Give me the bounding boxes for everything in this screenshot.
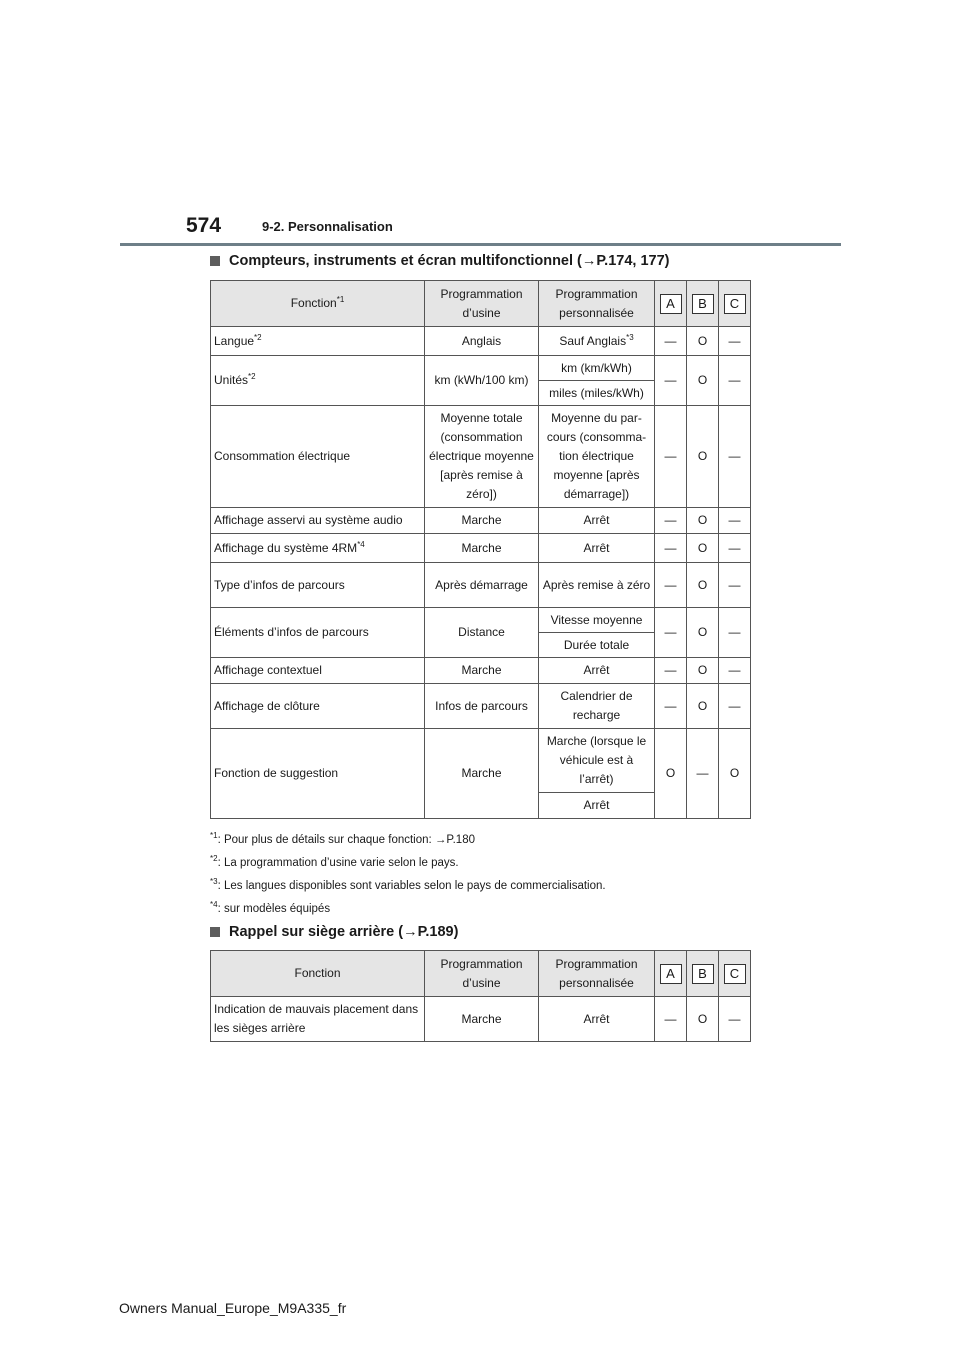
cell-fonction: Éléments d’infos de parcours bbox=[211, 608, 425, 658]
cell-usine: Moyenne totale (consommation électrique moyenne [après remise à zéro]) bbox=[425, 406, 539, 508]
cell-c: — bbox=[719, 608, 751, 658]
cell-a: — bbox=[655, 534, 687, 563]
cell-usine: Marche bbox=[425, 729, 539, 819]
cell-a: — bbox=[655, 508, 687, 534]
table-row bbox=[211, 534, 751, 563]
cell-b: O bbox=[687, 658, 719, 684]
page-number: 574 bbox=[186, 214, 222, 237]
header-perso: Programmation personnalisée bbox=[539, 951, 655, 997]
header-c: C bbox=[719, 281, 751, 327]
cell-perso: Après remise à zéro bbox=[539, 563, 655, 608]
table-row bbox=[211, 608, 751, 633]
settings-table-rappel bbox=[210, 950, 751, 1042]
footnote: $^{*4}$: sur modèles équipés bbox=[210, 900, 331, 915]
cell-c: — bbox=[719, 997, 751, 1042]
cell-perso: Marche (lorsque le véhicule est à l’arrêt) bbox=[539, 729, 655, 793]
footer-document-id: Owners Manual_Europe_M9A335_fr bbox=[119, 1300, 347, 1316]
cell-fonction: Affichage du système 4RM$^{*4}$ bbox=[211, 534, 425, 563]
cell-perso: Arrêt bbox=[539, 534, 655, 563]
header-rule bbox=[120, 243, 841, 246]
footnote: $^{*3}$: Les langues disponibles sont variables selon le pays de commercialisation. bbox=[210, 877, 606, 892]
cell-c: — bbox=[719, 356, 751, 406]
cell-b: O bbox=[687, 997, 719, 1042]
cell-perso: Moyenne du par-cours (consomma-tion électrique moyenne [après démarrage]) bbox=[539, 406, 655, 508]
cell-perso: Arrêt bbox=[539, 997, 655, 1042]
cell-usine: Marche bbox=[425, 534, 539, 563]
cell-a: — bbox=[655, 684, 687, 729]
footnote: $^{*2}$: La programmation d’usine varie selon le pays. bbox=[210, 854, 459, 869]
cell-c: O bbox=[719, 729, 751, 819]
cell-c: — bbox=[719, 508, 751, 534]
cell-a: — bbox=[655, 406, 687, 508]
cell-fonction: Affichage de clôture bbox=[211, 684, 425, 729]
footnotes bbox=[210, 829, 606, 921]
cell-b: O bbox=[687, 327, 719, 356]
header-fonction: Fonction$^{*1}$ bbox=[211, 281, 425, 327]
heading-text: Compteurs, instruments et écran multifonctionnel (→P.174, 177) bbox=[229, 253, 670, 269]
table-header-row bbox=[211, 951, 751, 997]
header-a: A bbox=[655, 951, 687, 997]
cell-b: O bbox=[687, 608, 719, 658]
cell-c: — bbox=[719, 684, 751, 729]
cell-c: — bbox=[719, 563, 751, 608]
table-row bbox=[211, 684, 751, 729]
cell-a: O bbox=[655, 729, 687, 819]
cell-a: — bbox=[655, 563, 687, 608]
header-a: A bbox=[655, 281, 687, 327]
cell-fonction: Type d’infos de parcours bbox=[211, 563, 425, 608]
cell-b: O bbox=[687, 534, 719, 563]
cell-perso: Vitesse moyenne bbox=[539, 608, 655, 633]
bullet-square-icon bbox=[210, 256, 220, 266]
cell-usine: Marche bbox=[425, 508, 539, 534]
cell-a: — bbox=[655, 327, 687, 356]
table-row bbox=[211, 729, 751, 793]
settings-table-compteurs bbox=[210, 280, 751, 819]
table-row bbox=[211, 997, 751, 1042]
footnote: $^{*1}$: Pour plus de détails sur chaque fonction: →P.180 bbox=[210, 831, 475, 846]
cell-b: — bbox=[687, 729, 719, 819]
cell-c: — bbox=[719, 658, 751, 684]
cell-fonction: Affichage asservi au système audio bbox=[211, 508, 425, 534]
cell-a: — bbox=[655, 997, 687, 1042]
cell-usine: Anglais bbox=[425, 327, 539, 356]
cell-usine: Marche bbox=[425, 658, 539, 684]
header-b: B bbox=[687, 281, 719, 327]
cell-usine: km (kWh/100 km) bbox=[425, 356, 539, 406]
section-title: 9-2. Personnalisation bbox=[262, 219, 393, 234]
cell-c: — bbox=[719, 406, 751, 508]
heading-text: Rappel sur siège arrière (→P.189) bbox=[229, 924, 459, 940]
cell-a: — bbox=[655, 658, 687, 684]
cell-a: — bbox=[655, 356, 687, 406]
table-row bbox=[211, 406, 751, 508]
cell-perso: miles (miles/kWh) bbox=[539, 381, 655, 406]
cell-fonction: Indication de mauvais placement dans les sièges arrière bbox=[211, 997, 425, 1042]
table-row bbox=[211, 356, 751, 381]
table-row bbox=[211, 563, 751, 608]
cell-c: — bbox=[719, 327, 751, 356]
cell-usine: Distance bbox=[425, 608, 539, 658]
cell-perso: Arrêt bbox=[539, 793, 655, 819]
cell-perso: km (km/kWh) bbox=[539, 356, 655, 381]
cell-b: O bbox=[687, 508, 719, 534]
table-header-row bbox=[211, 281, 751, 327]
header-usine: Programmation d’usine bbox=[425, 951, 539, 997]
cell-fonction: Affichage contextuel bbox=[211, 658, 425, 684]
cell-usine: Après démarrage bbox=[425, 563, 539, 608]
cell-a: — bbox=[655, 608, 687, 658]
cell-c: — bbox=[719, 534, 751, 563]
cell-b: O bbox=[687, 684, 719, 729]
bullet-square-icon bbox=[210, 927, 220, 937]
cell-perso: Calendrier de recharge bbox=[539, 684, 655, 729]
cell-fonction: Consommation électrique bbox=[211, 406, 425, 508]
cell-b: O bbox=[687, 406, 719, 508]
cell-fonction: Langue$^{*2}$ bbox=[211, 327, 425, 356]
cell-fonction: Unités$^{*2}$ bbox=[211, 356, 425, 406]
header-fonction: Fonction bbox=[211, 951, 425, 997]
cell-perso: Arrêt bbox=[539, 508, 655, 534]
section-heading-rappel bbox=[210, 924, 458, 940]
table-row bbox=[211, 327, 751, 356]
cell-usine: Marche bbox=[425, 997, 539, 1042]
table-row bbox=[211, 508, 751, 534]
cell-b: O bbox=[687, 563, 719, 608]
cell-perso: Durée totale bbox=[539, 633, 655, 658]
table-row bbox=[211, 658, 751, 684]
header-c: C bbox=[719, 951, 751, 997]
cell-perso: Arrêt bbox=[539, 658, 655, 684]
header-perso: Programmation personnalisée bbox=[539, 281, 655, 327]
header-b: B bbox=[687, 951, 719, 997]
cell-b: O bbox=[687, 356, 719, 406]
cell-fonction: Fonction de suggestion bbox=[211, 729, 425, 819]
cell-perso: Sauf Anglais$^{*3}$ bbox=[539, 327, 655, 356]
section-heading-compteurs bbox=[210, 253, 669, 269]
header-usine: Programmation d’usine bbox=[425, 281, 539, 327]
cell-usine: Infos de parcours bbox=[425, 684, 539, 729]
